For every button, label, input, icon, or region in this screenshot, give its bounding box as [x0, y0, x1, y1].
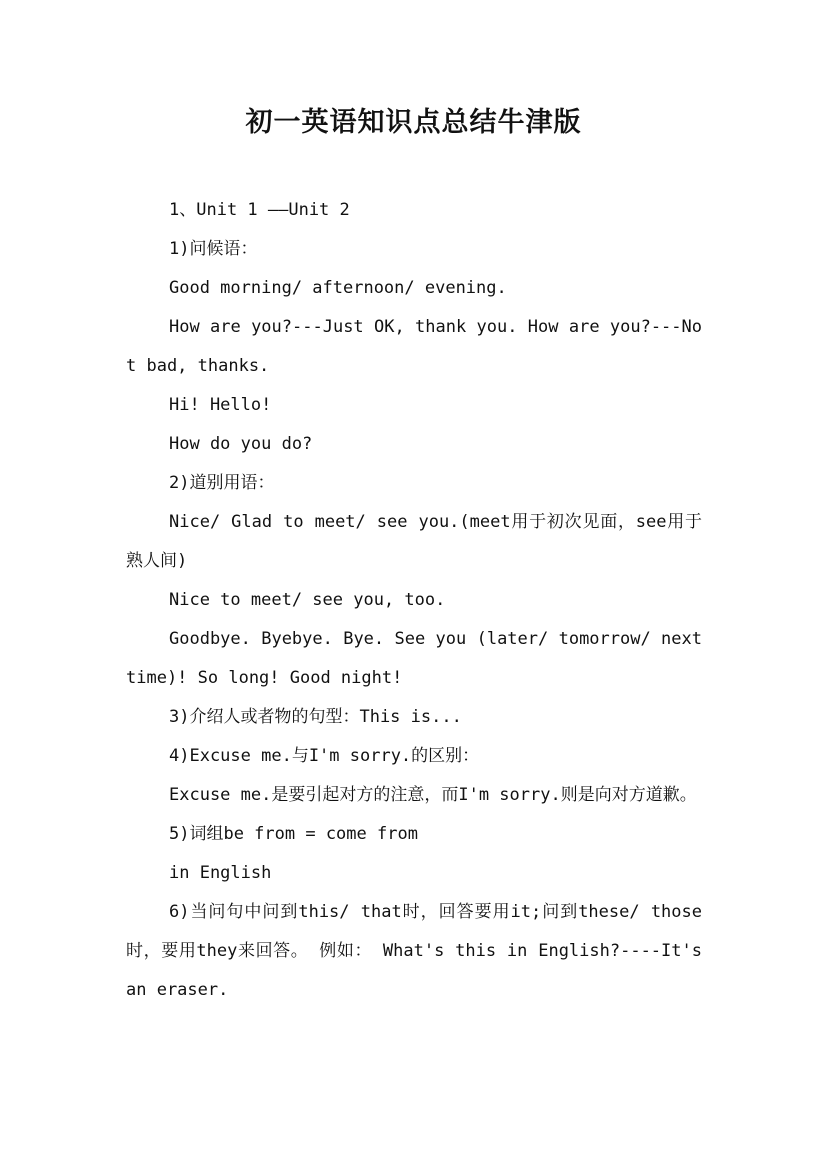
paragraph: in English	[169, 863, 272, 883]
paragraph: How are you?---Just OK, thank you. How are you?---Not bad, thanks.	[126, 317, 702, 376]
paragraph: How do you do?	[169, 434, 313, 454]
paragraph: 3)介绍人或者物的句型：This is...	[169, 707, 462, 727]
paragraph: 1、Unit 1 ——Unit 2	[169, 200, 350, 220]
document-body	[126, 191, 702, 1010]
paragraph: 2)道别用语：	[169, 473, 275, 493]
paragraph: 4)Excuse me.与I'm sorry.的区别：	[169, 746, 480, 766]
paragraph: 6)当问句中问到this/ that时，回答要用it;问到these/ those时，要用they来回答。 例如： What's this in English?----It's an eraser.	[126, 902, 702, 1000]
document-title: 初一英语知识点总结牛津版	[245, 107, 582, 138]
paragraph: 1)问候语：	[169, 239, 258, 259]
paragraph: Excuse me.是要引起对方的注意，而I'm sorry.则是向对方道歉。	[169, 785, 697, 805]
paragraph: Nice/ Glad to meet/ see you.(meet用于初次见面，see用于熟人间)	[126, 512, 702, 571]
paragraph: Good morning/ afternoon/ evening.	[169, 278, 507, 298]
paragraph: 5)词组be from = come from	[169, 824, 418, 844]
paragraph: Nice to meet/ see you, too.	[169, 590, 446, 610]
paragraph: Hi! Hello!	[169, 395, 272, 415]
paragraph: Goodbye. Byebye. Bye. See you (later/ tomorrow/ next time)! So long! Good night!	[126, 629, 702, 688]
